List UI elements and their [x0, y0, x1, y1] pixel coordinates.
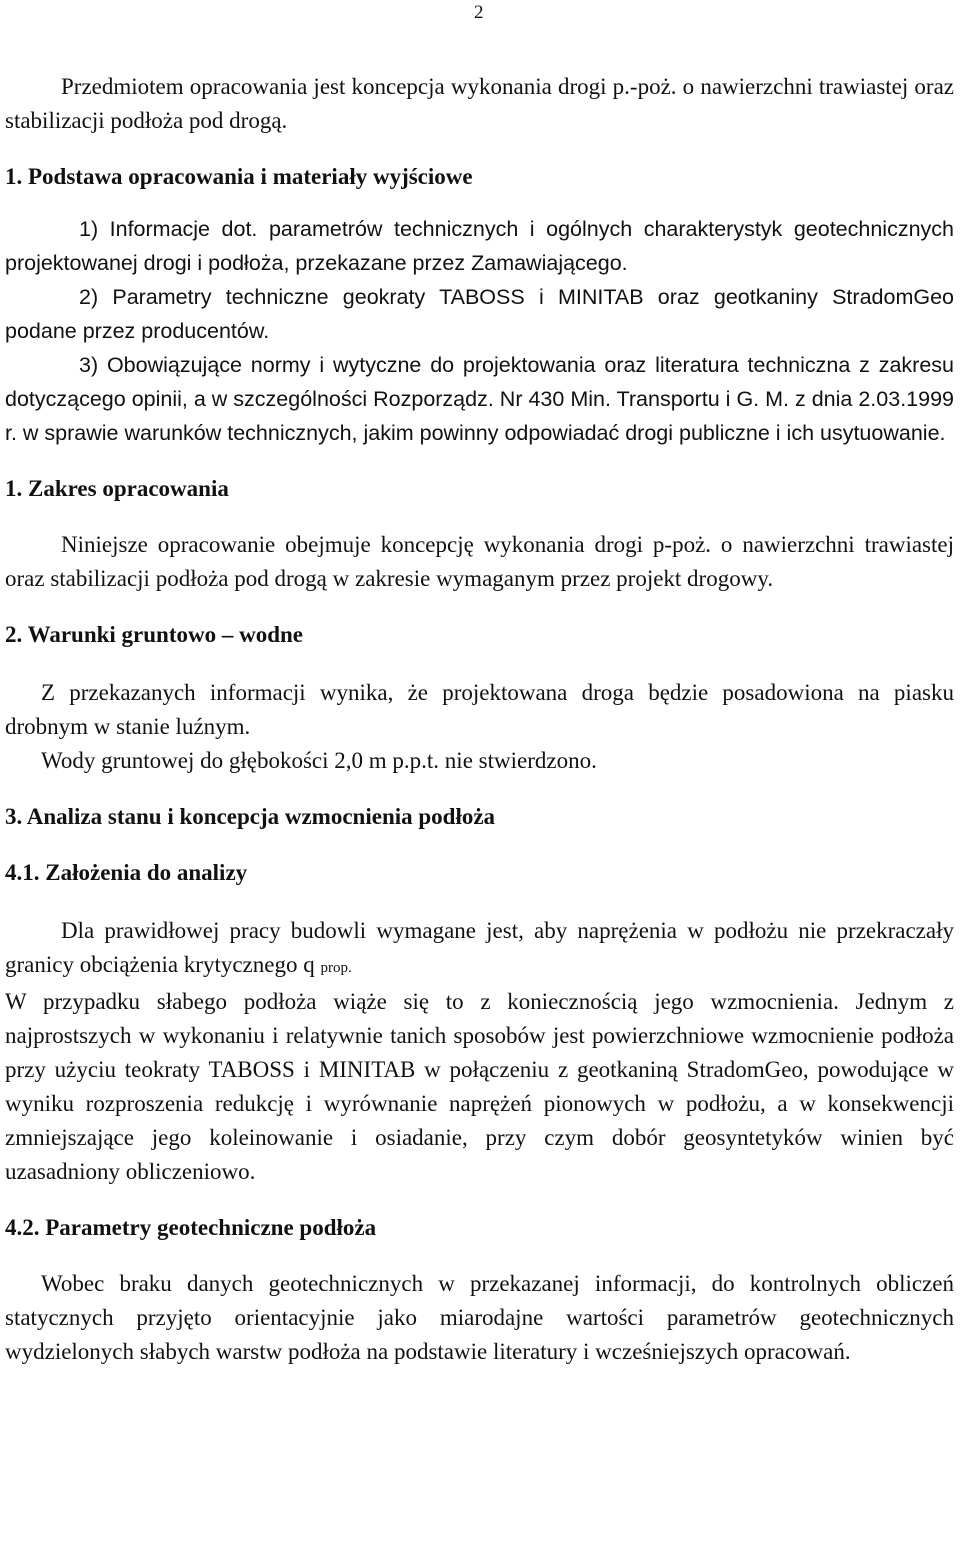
params-paragraph: Wobec braku danych geotechnicznych w przekazanej informacji, do kontrolnych obliczeń statycznych przyjęto orientacyjnie jako miarodajne wartości parametrów geotechnicznych wydzielonych słabych warstw podłoża na podstawie literatury i wcześniejszych opracowań.	[5, 1271, 954, 1364]
basis-item-2: 2) Parametry techniczne geokraty TABOSS i MINITAB oraz geotkaniny StradomGeo podane przez producentów.	[5, 285, 954, 343]
heading-conditions: 2. Warunki gruntowo – wodne	[5, 622, 304, 647]
conditions-paragraph-2: Wody gruntowej do głębokości 2,0 m p.p.t. nie stwierdzono.	[41, 748, 597, 773]
conditions-paragraph-1: Z przekazanych informacji wynika, że projektowana droga będzie posadowiona na piasku drobnym w stanie luźnym.	[5, 680, 954, 739]
assumptions-paragraph-1	[5, 914, 954, 985]
heading-scope: 1. Zakres opracowania	[5, 476, 229, 501]
document-body	[5, 70, 954, 1369]
basis-item-1: 1) Informacje dot. parametrów technicznych i ogólnych charakterystyk geotechnicznych projektowanej drogi i podłoża, przekazane przez Zamawiającego.	[5, 217, 954, 275]
scope-paragraph: Niniejsze opracowanie obejmuje koncepcję wykonania drogi p-poż. o nawierzchni trawiastej oraz stabilizacji podłoża pod drogą w zakresie wymaganym przez projekt drogowy.	[5, 532, 954, 591]
assumptions-paragraph-2: W przypadku słabego podłoża wiąże się to z koniecznością jego wzmocnienia. Jednym z najprostszych w wykonaniu i relatywnie tanich sposobów jest powierzchniowe wzmocnienie podłoża przy użyciu teokraty TABOSS i MINITAB w połączeniu z geotkaniną StradomGeo, powodujące w wyniku rozproszenia redukcję i wyrównanie naprężeń pionowych w podłożu, a w konsekwencji zmniejszające jego koleinowanie i osiadanie, przy czym dobór geosyntetyków winien być uzasadniony obliczeniowo.	[5, 989, 954, 1184]
intro-paragraph: Przedmiotem opracowania jest koncepcja wykonania drogi p.-poż. o nawierzchni trawiastej oraz stabilizacji podłoża pod drogą.	[5, 74, 954, 133]
basis-item-3: 3) Obowiązujące normy i wytyczne do projektowania oraz literatura techniczna z zakresu dotyczącego opinii, a w szczególności Rozporządz. Nr 430 Min. Transportu i G. M. z dnia 2.03.1999 r. w sprawie warunków technicznych, jakim powinny odpowiadać drogi publiczne i ich usytuowanie.	[5, 353, 954, 445]
heading-basis: 1. Podstawa opracowania i materiały wyjściowe	[5, 164, 473, 189]
q-subscript: prop.	[320, 960, 352, 976]
heading-analysis: 3. Analiza stanu i koncepcja wzmocnienia podłoża	[5, 804, 496, 829]
heading-params: 4.2. Parametry geotechniczne podłoża	[5, 1215, 377, 1240]
assumptions-paragraph-1-text: Dla prawidłowej pracy budowli wymagane jest, aby naprężenia w podłożu nie przekraczały granicy obciążenia krytycznego q	[5, 918, 954, 977]
page-number: 2	[474, 2, 484, 23]
heading-assumptions: 4.1. Założenia do analizy	[5, 860, 248, 885]
